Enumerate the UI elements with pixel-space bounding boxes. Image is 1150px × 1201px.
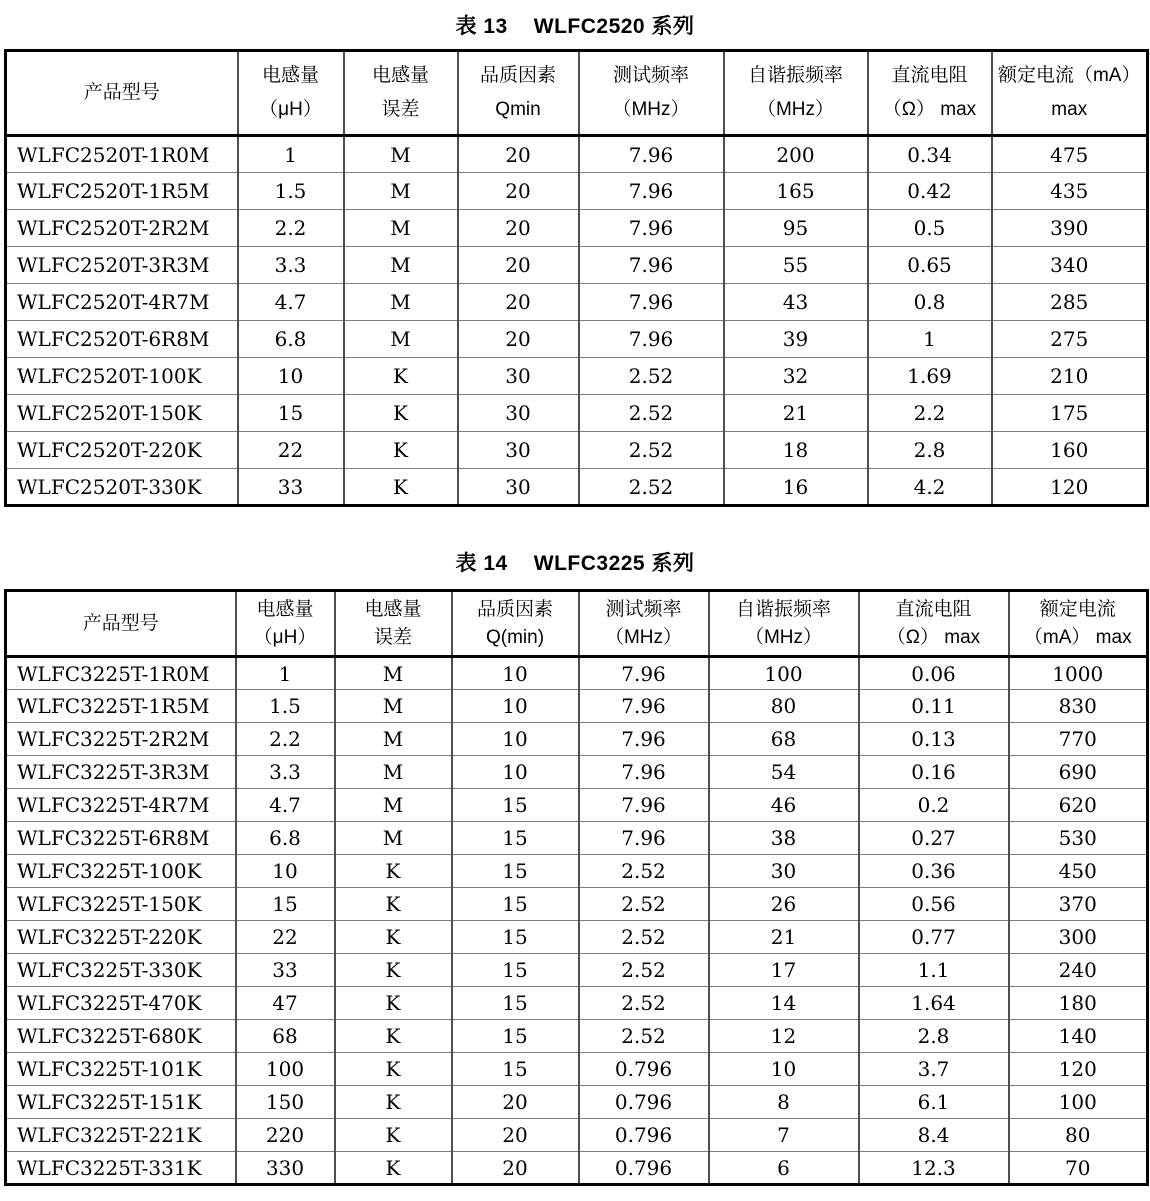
cell-quality-factor: 20 [458, 210, 579, 247]
cell-dc-resistance-ohm-max: 0.13 [859, 723, 1009, 756]
model-cell: WLFC3225T-680K [6, 1020, 236, 1053]
cell-inductance-tolerance: K [335, 1020, 452, 1053]
cell-self-resonant-frequency-mhz: 12 [709, 1020, 859, 1053]
cell-dc-resistance-ohm-max: 1 [868, 321, 992, 358]
model-cell: WLFC2520T-1R5M [6, 173, 238, 210]
col-header-rated-current-ma [992, 51, 1148, 136]
cell-inductance-tolerance: K [335, 954, 452, 987]
cell-inductance-tolerance: M [344, 321, 458, 358]
cell-rated-current-ma: 530 [1009, 822, 1148, 855]
cell-inductance-tolerance: K [344, 358, 458, 395]
model-cell: WLFC3225T-330K [6, 954, 236, 987]
cell-test-frequency-mhz: 2.52 [579, 954, 709, 987]
cell-self-resonant-frequency-mhz: 165 [724, 173, 868, 210]
cell-self-resonant-frequency-mhz: 200 [724, 136, 868, 173]
cell-test-frequency-mhz: 2.52 [579, 987, 709, 1020]
cell-self-resonant-frequency-mhz: 14 [709, 987, 859, 1020]
cell-self-resonant-frequency-mhz: 18 [724, 432, 868, 469]
cell-test-frequency-mhz: 0.796 [579, 1086, 709, 1119]
table-row [6, 395, 1148, 432]
cell-inductance-uh: 1.5 [238, 173, 344, 210]
cell-inductance-tolerance: M [344, 284, 458, 321]
cell-dc-resistance-ohm-max: 12.3 [859, 1152, 1009, 1185]
cell-inductance-uh: 10 [238, 358, 344, 395]
header-line: 品质因素 [476, 598, 553, 620]
header-line: 电感量 [261, 65, 319, 86]
table-row [6, 1020, 1148, 1053]
table-row [6, 921, 1148, 954]
table-row [6, 723, 1148, 756]
table-13-series-name: WLFC2520 系列 [533, 15, 695, 38]
cell-self-resonant-frequency-mhz: 26 [709, 888, 859, 921]
cell-inductance-tolerance: K [344, 432, 458, 469]
model-cell: WLFC3225T-331K [6, 1152, 236, 1185]
header-line: 测试频率 [612, 65, 689, 86]
cell-dc-resistance-ohm-max: 2.8 [868, 432, 992, 469]
cell-quality-factor: 30 [458, 395, 579, 432]
cell-inductance-tolerance: M [335, 723, 452, 756]
cell-self-resonant-frequency-mhz: 54 [709, 756, 859, 789]
table-row [6, 1053, 1148, 1086]
cell-test-frequency-mhz: 7.96 [579, 690, 709, 723]
cell-self-resonant-frequency-mhz: 21 [709, 921, 859, 954]
cell-rated-current-ma: 435 [992, 173, 1148, 210]
cell-quality-factor: 15 [452, 789, 579, 822]
table-row [6, 789, 1148, 822]
cell-inductance-uh: 3.3 [236, 756, 335, 789]
cell-inductance-uh: 2.2 [236, 723, 335, 756]
cell-inductance-tolerance: K [335, 921, 452, 954]
cell-inductance-uh: 33 [238, 469, 344, 506]
cell-dc-resistance-ohm-max: 0.16 [859, 756, 1009, 789]
cell-quality-factor: 10 [452, 657, 579, 690]
model-cell: WLFC3225T-4R7M [6, 789, 236, 822]
cell-quality-factor: 15 [452, 855, 579, 888]
cell-test-frequency-mhz: 7.96 [579, 247, 724, 284]
header-line: 直流电阻 [891, 65, 968, 86]
cell-quality-factor: 20 [452, 1086, 579, 1119]
cell-self-resonant-frequency-mhz: 38 [709, 822, 859, 855]
cell-quality-factor: 15 [452, 822, 579, 855]
header-line: （MHz） [756, 99, 835, 120]
cell-test-frequency-mhz: 7.96 [579, 822, 709, 855]
cell-inductance-tolerance: K [335, 888, 452, 921]
cell-dc-resistance-ohm-max: 2.8 [859, 1020, 1009, 1053]
cell-rated-current-ma: 140 [1009, 1020, 1148, 1053]
cell-quality-factor: 10 [452, 723, 579, 756]
cell-inductance-uh: 2.2 [238, 210, 344, 247]
model-cell: WLFC3225T-151K [6, 1086, 236, 1119]
wlfc3225-spec-table [4, 589, 1149, 1186]
cell-inductance-tolerance: M [335, 690, 452, 723]
cell-quality-factor: 30 [458, 469, 579, 506]
cell-dc-resistance-ohm-max: 0.27 [859, 822, 1009, 855]
cell-inductance-tolerance: M [344, 173, 458, 210]
model-cell: WLFC2520T-100K [6, 358, 238, 395]
cell-self-resonant-frequency-mhz: 68 [709, 723, 859, 756]
header-line: （MHz） [612, 99, 690, 120]
model-cell: WLFC3225T-2R2M [6, 723, 236, 756]
col-header-inductance-tolerance [335, 591, 452, 657]
table-row [6, 469, 1148, 506]
cell-quality-factor: 20 [458, 136, 579, 173]
cell-test-frequency-mhz: 7.96 [579, 210, 724, 247]
cell-self-resonant-frequency-mhz: 6 [709, 1152, 859, 1185]
cell-dc-resistance-ohm-max: 6.1 [859, 1086, 1009, 1119]
cell-inductance-tolerance: M [335, 789, 452, 822]
model-cell: WLFC3225T-6R8M [6, 822, 236, 855]
cell-self-resonant-frequency-mhz: 55 [724, 247, 868, 284]
cell-inductance-uh: 15 [238, 395, 344, 432]
table-row [6, 690, 1148, 723]
header-row [6, 591, 1148, 657]
cell-rated-current-ma: 300 [1009, 921, 1148, 954]
cell-rated-current-ma: 70 [1009, 1152, 1148, 1185]
col-header-dc-resistance-ohm-max [859, 591, 1009, 657]
header-line: 品质因素 [479, 65, 556, 86]
cell-inductance-uh: 330 [236, 1152, 335, 1185]
cell-dc-resistance-ohm-max: 0.2 [859, 789, 1009, 822]
model-cell: WLFC2520T-220K [6, 432, 238, 469]
header-line: （MHz） [604, 626, 683, 648]
header-line: （mA） max [1023, 626, 1132, 648]
header-line: 产品型号 [82, 612, 159, 634]
cell-inductance-tolerance: K [344, 469, 458, 506]
header-line: 误差 [381, 99, 420, 120]
cell-test-frequency-mhz: 7.96 [579, 284, 724, 321]
header-line: （MHz） [744, 626, 823, 648]
cell-inductance-uh: 4.7 [238, 284, 344, 321]
cell-inductance-uh: 68 [236, 1020, 335, 1053]
model-cell: WLFC3225T-100K [6, 855, 236, 888]
model-cell: WLFC3225T-3R3M [6, 756, 236, 789]
col-header-dc-resistance-ohm-max [868, 51, 992, 136]
model-cell: WLFC2520T-4R7M [6, 284, 238, 321]
cell-dc-resistance-ohm-max: 0.36 [859, 855, 1009, 888]
cell-inductance-uh: 150 [236, 1086, 335, 1119]
cell-self-resonant-frequency-mhz: 10 [709, 1053, 859, 1086]
cell-dc-resistance-ohm-max: 0.77 [859, 921, 1009, 954]
table-row [6, 657, 1148, 690]
cell-quality-factor: 15 [452, 888, 579, 921]
cell-dc-resistance-ohm-max: 1.64 [859, 987, 1009, 1020]
cell-dc-resistance-ohm-max: 0.8 [868, 284, 992, 321]
header-line: 电感量 [256, 598, 314, 620]
table-14-title [4, 547, 1146, 577]
cell-self-resonant-frequency-mhz: 95 [724, 210, 868, 247]
cell-rated-current-ma: 690 [1009, 756, 1148, 789]
cell-inductance-uh: 6.8 [236, 822, 335, 855]
cell-rated-current-ma: 475 [992, 136, 1148, 173]
header-line: 误差 [373, 626, 412, 648]
cell-dc-resistance-ohm-max: 0.34 [868, 136, 992, 173]
cell-test-frequency-mhz: 2.52 [579, 855, 709, 888]
model-cell: WLFC2520T-330K [6, 469, 238, 506]
col-header-inductance-tolerance [344, 51, 458, 136]
cell-inductance-tolerance: M [335, 822, 452, 855]
cell-inductance-tolerance: K [344, 395, 458, 432]
header-line: 产品型号 [83, 82, 160, 103]
cell-rated-current-ma: 285 [992, 284, 1148, 321]
table-row [6, 888, 1148, 921]
cell-rated-current-ma: 175 [992, 395, 1148, 432]
header-line: max [1051, 99, 1088, 120]
cell-inductance-uh: 6.8 [238, 321, 344, 358]
wlfc2520-spec-table [4, 49, 1149, 507]
header-line: 测试频率 [605, 598, 682, 620]
col-header-product-model [6, 591, 236, 657]
cell-inductance-tolerance: K [335, 987, 452, 1020]
col-header-inductance-uh [238, 51, 344, 136]
cell-inductance-uh: 1 [238, 136, 344, 173]
cell-dc-resistance-ohm-max: 0.42 [868, 173, 992, 210]
cell-rated-current-ma: 80 [1009, 1119, 1148, 1152]
cell-quality-factor: 30 [458, 358, 579, 395]
cell-inductance-tolerance: K [335, 1119, 452, 1152]
cell-inductance-tolerance: M [344, 210, 458, 247]
cell-inductance-tolerance: K [335, 855, 452, 888]
table-row [6, 358, 1148, 395]
cell-inductance-tolerance: K [335, 1086, 452, 1119]
cell-quality-factor: 20 [452, 1152, 579, 1185]
table-14-number: 表 14 [455, 552, 508, 575]
cell-rated-current-ma: 240 [1009, 954, 1148, 987]
cell-test-frequency-mhz: 2.52 [579, 888, 709, 921]
header-line: （Ω） max [886, 626, 981, 648]
header-line: Q(min) [485, 626, 545, 648]
cell-inductance-uh: 220 [236, 1119, 335, 1152]
table-row [6, 1152, 1148, 1185]
cell-quality-factor: 15 [452, 987, 579, 1020]
cell-quality-factor: 20 [452, 1119, 579, 1152]
cell-rated-current-ma: 120 [992, 469, 1148, 506]
cell-self-resonant-frequency-mhz: 30 [709, 855, 859, 888]
model-cell: WLFC3225T-220K [6, 921, 236, 954]
cell-inductance-uh: 47 [236, 987, 335, 1020]
cell-inductance-uh: 15 [236, 888, 335, 921]
table-row [6, 432, 1148, 469]
header-row [6, 51, 1148, 136]
col-header-test-frequency-mhz [579, 51, 724, 136]
table-row [6, 756, 1148, 789]
cell-inductance-uh: 4.7 [236, 789, 335, 822]
cell-self-resonant-frequency-mhz: 43 [724, 284, 868, 321]
cell-inductance-tolerance: M [344, 247, 458, 284]
header-line: 额定电流 [1039, 598, 1116, 620]
header-line: （μH） [253, 626, 317, 648]
cell-quality-factor: 30 [458, 432, 579, 469]
model-cell: WLFC3225T-1R5M [6, 690, 236, 723]
table-14-series-name: WLFC3225 系列 [533, 552, 695, 575]
model-cell: WLFC2520T-1R0M [6, 136, 238, 173]
model-cell: WLFC3225T-221K [6, 1119, 236, 1152]
model-cell: WLFC3225T-1R0M [6, 657, 236, 690]
table-row [6, 987, 1148, 1020]
cell-self-resonant-frequency-mhz: 32 [724, 358, 868, 395]
cell-dc-resistance-ohm-max: 0.65 [868, 247, 992, 284]
cell-self-resonant-frequency-mhz: 100 [709, 657, 859, 690]
table-row [6, 247, 1148, 284]
model-cell: WLFC3225T-101K [6, 1053, 236, 1086]
table-row [6, 855, 1148, 888]
col-header-test-frequency-mhz [579, 591, 709, 657]
cell-test-frequency-mhz: 2.52 [579, 469, 724, 506]
table-row [6, 284, 1148, 321]
table-row [6, 954, 1148, 987]
col-header-quality-factor [458, 51, 579, 136]
model-cell: WLFC3225T-470K [6, 987, 236, 1020]
col-header-self-resonant-frequency-mhz [724, 51, 868, 136]
cell-rated-current-ma: 370 [1009, 888, 1148, 921]
table-13-number: 表 13 [455, 15, 508, 38]
cell-test-frequency-mhz: 7.96 [579, 657, 709, 690]
cell-rated-current-ma: 620 [1009, 789, 1148, 822]
header-line: 自谐振频率 [747, 65, 843, 86]
header-line: 自谐振频率 [735, 598, 831, 620]
cell-dc-resistance-ohm-max: 0.11 [859, 690, 1009, 723]
cell-quality-factor: 15 [452, 954, 579, 987]
col-header-self-resonant-frequency-mhz [709, 591, 859, 657]
cell-rated-current-ma: 340 [992, 247, 1148, 284]
model-cell: WLFC2520T-3R3M [6, 247, 238, 284]
cell-self-resonant-frequency-mhz: 21 [724, 395, 868, 432]
cell-quality-factor: 15 [452, 1020, 579, 1053]
model-cell: WLFC2520T-2R2M [6, 210, 238, 247]
header-line: 额定电流（mA） [997, 65, 1141, 86]
cell-test-frequency-mhz: 0.796 [579, 1152, 709, 1185]
cell-dc-resistance-ohm-max: 4.2 [868, 469, 992, 506]
cell-self-resonant-frequency-mhz: 7 [709, 1119, 859, 1152]
cell-rated-current-ma: 450 [1009, 855, 1148, 888]
model-cell: WLFC2520T-6R8M [6, 321, 238, 358]
cell-inductance-uh: 1.5 [236, 690, 335, 723]
cell-self-resonant-frequency-mhz: 80 [709, 690, 859, 723]
table-13-title [4, 10, 1146, 40]
cell-rated-current-ma: 830 [1009, 690, 1148, 723]
cell-test-frequency-mhz: 2.52 [579, 1020, 709, 1053]
cell-test-frequency-mhz: 0.796 [579, 1119, 709, 1152]
cell-inductance-uh: 22 [238, 432, 344, 469]
cell-test-frequency-mhz: 2.52 [579, 358, 724, 395]
cell-self-resonant-frequency-mhz: 8 [709, 1086, 859, 1119]
cell-dc-resistance-ohm-max: 8.4 [859, 1119, 1009, 1152]
cell-dc-resistance-ohm-max: 0.56 [859, 888, 1009, 921]
cell-test-frequency-mhz: 7.96 [579, 321, 724, 358]
cell-test-frequency-mhz: 2.52 [579, 395, 724, 432]
cell-dc-resistance-ohm-max: 2.2 [868, 395, 992, 432]
cell-quality-factor: 20 [458, 321, 579, 358]
cell-rated-current-ma: 100 [1009, 1086, 1148, 1119]
cell-test-frequency-mhz: 7.96 [579, 789, 709, 822]
cell-rated-current-ma: 275 [992, 321, 1148, 358]
header-line: 电感量 [371, 65, 429, 86]
cell-inductance-tolerance: K [335, 1053, 452, 1086]
cell-quality-factor: 20 [458, 284, 579, 321]
cell-rated-current-ma: 210 [992, 358, 1148, 395]
col-header-inductance-uh [236, 591, 335, 657]
cell-inductance-uh: 33 [236, 954, 335, 987]
cell-self-resonant-frequency-mhz: 16 [724, 469, 868, 506]
header-line: （μH） [259, 99, 322, 120]
cell-rated-current-ma: 390 [992, 210, 1148, 247]
cell-inductance-uh: 1 [236, 657, 335, 690]
cell-quality-factor: 15 [452, 1053, 579, 1086]
table-row [6, 136, 1148, 173]
cell-inductance-tolerance: M [335, 657, 452, 690]
col-header-product-model [6, 51, 238, 136]
cell-quality-factor: 10 [452, 690, 579, 723]
cell-rated-current-ma: 120 [1009, 1053, 1148, 1086]
cell-dc-resistance-ohm-max: 0.06 [859, 657, 1009, 690]
cell-inductance-uh: 22 [236, 921, 335, 954]
cell-self-resonant-frequency-mhz: 46 [709, 789, 859, 822]
cell-self-resonant-frequency-mhz: 39 [724, 321, 868, 358]
table-row [6, 321, 1148, 358]
table-row [6, 1086, 1148, 1119]
cell-quality-factor: 20 [458, 173, 579, 210]
model-cell: WLFC3225T-150K [6, 888, 236, 921]
cell-test-frequency-mhz: 7.96 [579, 756, 709, 789]
cell-rated-current-ma: 770 [1009, 723, 1148, 756]
cell-inductance-tolerance: K [335, 1152, 452, 1185]
header-line: Qmin [495, 99, 541, 120]
cell-quality-factor: 10 [452, 756, 579, 789]
cell-quality-factor: 15 [452, 921, 579, 954]
cell-dc-resistance-ohm-max: 1.1 [859, 954, 1009, 987]
cell-inductance-tolerance: M [335, 756, 452, 789]
cell-test-frequency-mhz: 7.96 [579, 173, 724, 210]
cell-inductance-tolerance: M [344, 136, 458, 173]
cell-rated-current-ma: 160 [992, 432, 1148, 469]
model-cell: WLFC2520T-150K [6, 395, 238, 432]
cell-rated-current-ma: 180 [1009, 987, 1148, 1020]
cell-dc-resistance-ohm-max: 0.5 [868, 210, 992, 247]
cell-dc-resistance-ohm-max: 1.69 [868, 358, 992, 395]
cell-test-frequency-mhz: 2.52 [579, 921, 709, 954]
cell-test-frequency-mhz: 2.52 [579, 432, 724, 469]
cell-test-frequency-mhz: 0.796 [579, 1053, 709, 1086]
cell-test-frequency-mhz: 7.96 [579, 723, 709, 756]
table-row [6, 1119, 1148, 1152]
header-line: 电感量 [364, 598, 422, 620]
table-row [6, 173, 1148, 210]
table-row [6, 210, 1148, 247]
cell-dc-resistance-ohm-max: 3.7 [859, 1053, 1009, 1086]
cell-self-resonant-frequency-mhz: 17 [709, 954, 859, 987]
col-header-quality-factor [452, 591, 579, 657]
cell-inductance-uh: 100 [236, 1053, 335, 1086]
col-header-rated-current-ma [1009, 591, 1148, 657]
cell-inductance-uh: 3.3 [238, 247, 344, 284]
cell-inductance-uh: 10 [236, 855, 335, 888]
header-line: 直流电阻 [895, 598, 972, 620]
header-line: （Ω） max [882, 99, 977, 120]
cell-quality-factor: 20 [458, 247, 579, 284]
cell-test-frequency-mhz: 7.96 [579, 136, 724, 173]
cell-rated-current-ma: 1000 [1009, 657, 1148, 690]
table-row [6, 822, 1148, 855]
